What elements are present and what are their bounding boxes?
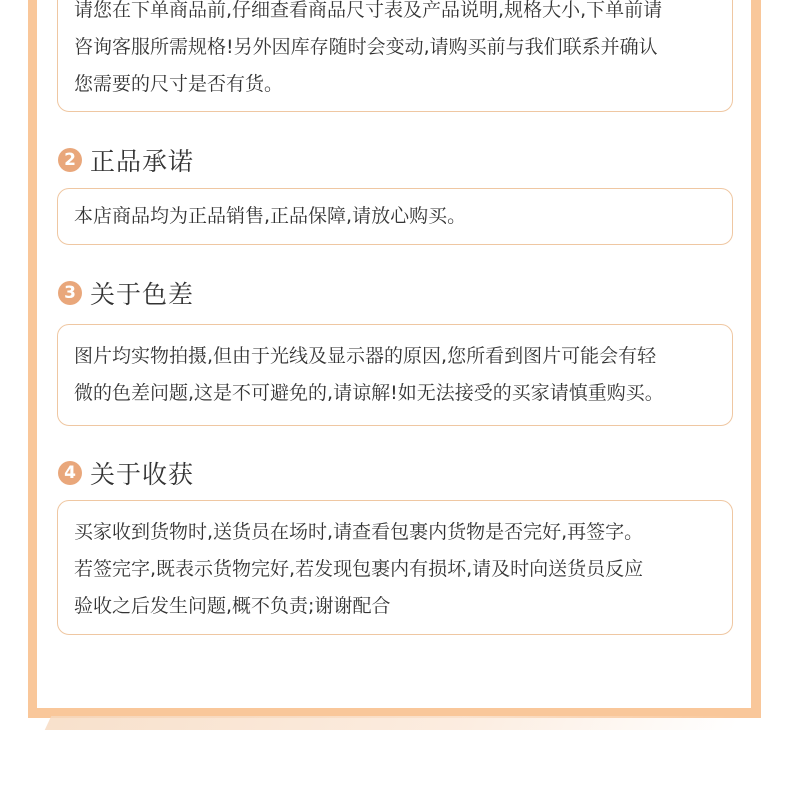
notice-line: 买家收到货物时,送货员在场时,请查看包裹内货物是否完好,再签字。 [74, 521, 644, 543]
notice-box-receipt [57, 500, 733, 635]
section-heading-receipt [58, 458, 194, 488]
notice-line: 验收之后发生问题,概不负责;谢谢配合 [74, 595, 391, 617]
notice-line: 本店商品均为正品销售,正品保障,请放心购买。 [74, 205, 467, 227]
section-heading-authentic [58, 145, 194, 175]
frame-shadow [45, 716, 742, 730]
notice-line: 微的色差问题,这是不可避免的,请谅解!如无法接受的买家请慎重购买。 [74, 382, 664, 404]
section-title: 正品承诺 [90, 147, 195, 176]
notice-line: 请您在下单商品前,仔细查看商品尺寸表及产品说明,规格大小,下单前请 [74, 0, 663, 21]
number-badge-4: 4 [58, 461, 82, 485]
notice-box-size [57, 0, 733, 112]
notice-line: 您需要的尺寸是否有货。 [74, 73, 284, 95]
number-badge-3: 3 [58, 281, 82, 305]
section-title: 关于色差 [90, 280, 195, 309]
notice-box-color [57, 324, 733, 426]
section-heading-color [58, 278, 194, 308]
notice-line: 图片均实物拍摄,但由于光线及显示器的原因,您所看到图片可能会有轻 [74, 345, 657, 367]
notice-line: 若签完字,既表示货物完好,若发现包裹内有损坏,请及时向送货员反应 [74, 558, 644, 580]
number-badge-2: 2 [58, 148, 82, 172]
section-title: 关于收获 [90, 460, 195, 489]
notice-box-authentic [57, 188, 733, 245]
notice-line: 咨询客服所需规格!另外因库存随时会变动,请购买前与我们联系并确认 [74, 36, 658, 58]
